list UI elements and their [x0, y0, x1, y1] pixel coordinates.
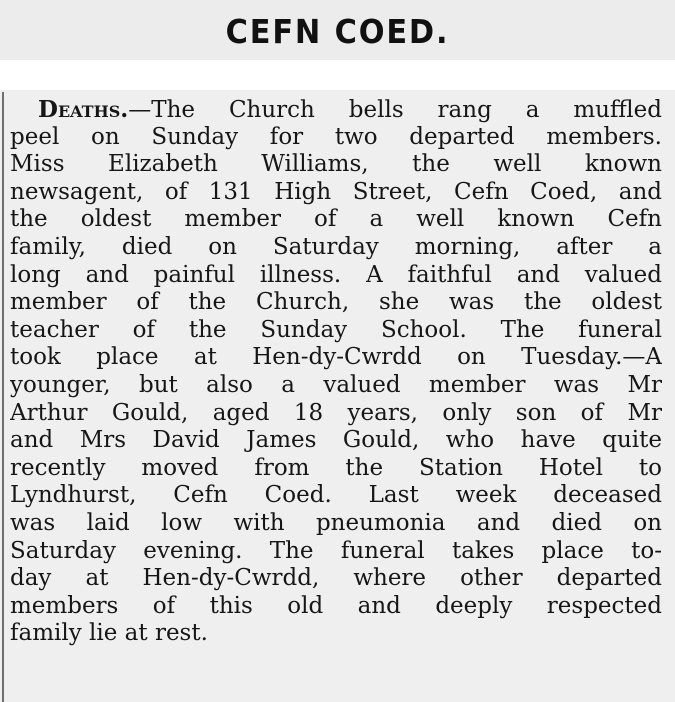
article-line: was laid low with pneumonia and died on [10, 509, 662, 536]
article-line: teacher of the Sunday School. The funeral [10, 316, 662, 343]
article-line: long and painful illness. A faithful and valued [10, 261, 662, 288]
article-line: peel on Sunday for two departed members. [10, 123, 662, 150]
article-line: member of the Church, she was the oldest [10, 289, 662, 316]
article-line: day at Hen-dy-Cwrdd, where other departed [10, 565, 662, 592]
article-line: Miss Elizabeth Williams, the well known [10, 151, 662, 178]
article-line: Lyndhurst, Cefn Coed. Last week deceased [10, 482, 662, 509]
article-line: recently moved from the Station Hotel to [10, 454, 662, 481]
following-text-fragment [40, 697, 660, 702]
article-body [10, 96, 662, 648]
headline: CEFN COED. [225, 12, 450, 51]
article-line: the oldest member of a well known Cefn [10, 206, 662, 233]
article-line [10, 96, 662, 124]
article-line: members of this old and deeply respected [10, 592, 662, 619]
article-line-text: —The Church bells rang a muffled [128, 97, 662, 123]
article-line: family lie at rest. [10, 620, 208, 647]
preceding-text-fragment [260, 86, 670, 96]
article-line: younger, but also a valued member was Mr [10, 371, 662, 398]
article-line: Arthur Gould, aged 18 years, only son of Mr [10, 399, 662, 426]
article-line: and Mrs David James Gould, who have quite [10, 427, 662, 454]
article-line: took place at Hen-dy-Cwrdd on Tuesday.—A [10, 344, 662, 371]
article-lead-word: Deaths. [38, 96, 129, 123]
article-line: Saturday evening. The funeral takes place to- [10, 537, 662, 564]
article-line: family, died on Saturday morning, after a [10, 233, 662, 260]
article-line: newsagent, of 131 High Street, Cefn Coed, and [10, 178, 662, 205]
column-rule [2, 92, 4, 702]
